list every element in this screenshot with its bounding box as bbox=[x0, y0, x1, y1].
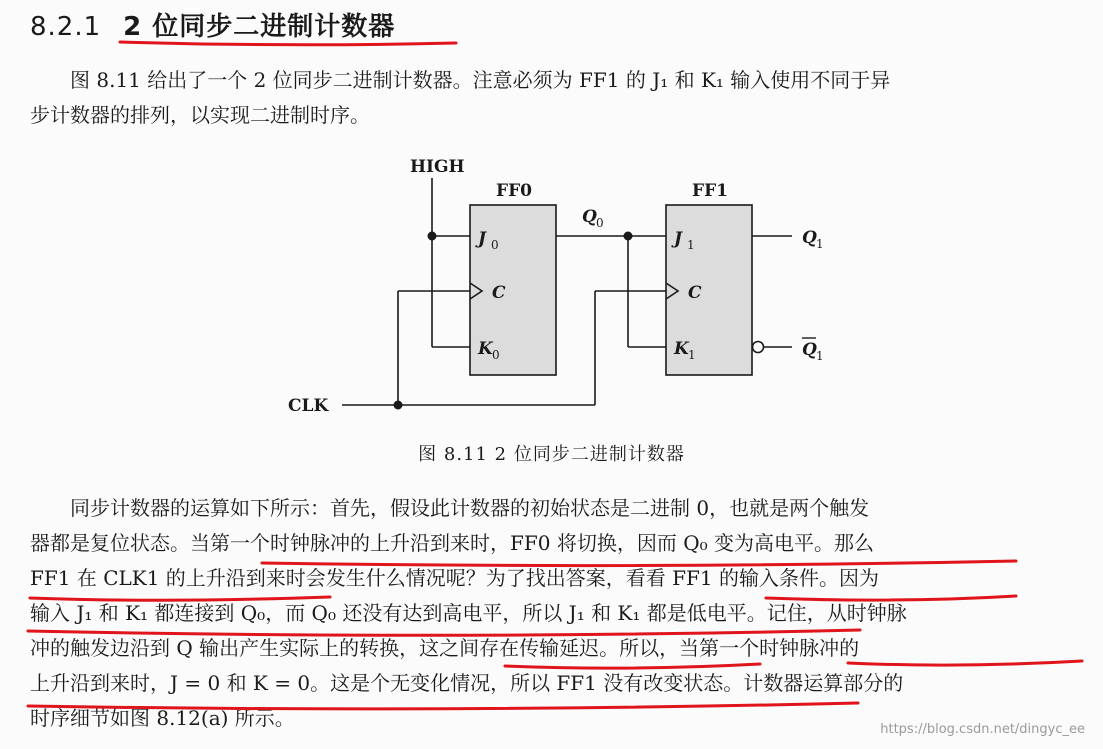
q1-subscript: 1 bbox=[816, 237, 824, 251]
high-label: HIGH bbox=[410, 157, 465, 177]
ff1-c-label: C bbox=[688, 283, 702, 303]
intro-paragraph bbox=[30, 63, 1080, 133]
ff0-k-label: K bbox=[478, 339, 493, 359]
ff1-label: FF1 bbox=[692, 181, 728, 201]
body-line: 冲的触发边沿到 Q 输出产生实际上的转换，这之间存在传输延迟。所以，当第一个时钟脉冲的 bbox=[30, 636, 860, 660]
ff0-k-subscript: 0 bbox=[492, 348, 500, 362]
q1-label: Q bbox=[802, 228, 817, 248]
body-line: 输入 J₁ 和 K₁ 都连接到 Q₀，而 Q₀ 还没有达到高电平，所以 J₁ 和 K₁ 都是低电平。记住，从时钟脉 bbox=[30, 601, 907, 625]
ff0-j-subscript: 0 bbox=[491, 238, 499, 252]
body-line: 器都是复位状态。当第一个时钟脉冲的上升沿到来时，FF0 将切换，因而 Q₀ 变为高电平。那么 bbox=[30, 531, 874, 555]
q1bar-subscript: 1 bbox=[816, 349, 824, 363]
ff0-c-label: C bbox=[492, 283, 506, 303]
body-line: 上升沿到来时，J = 0 和 K = 0。这是个无变化情况，所以 FF1 没有改变状态。计数器运算部分的 bbox=[30, 671, 904, 695]
junction-dot bbox=[428, 232, 437, 241]
junction-dot bbox=[394, 401, 403, 410]
ff1-k-label: K bbox=[674, 339, 689, 359]
ff0-j-label: J bbox=[478, 229, 487, 249]
junction-dot bbox=[624, 232, 633, 241]
body-line: 时序细节如图 8.12(a) 所示。 bbox=[30, 706, 295, 730]
q1bar-label: Q bbox=[802, 340, 817, 360]
counter-circuit-diagram bbox=[270, 150, 830, 425]
ff1-j-subscript: 1 bbox=[687, 238, 695, 252]
clk-label: CLK bbox=[288, 396, 329, 416]
ff1-k-subscript: 1 bbox=[688, 348, 696, 362]
watermark: https://blog.csdn.net/dingyc_ee bbox=[880, 722, 1085, 737]
ff0-label: FF0 bbox=[496, 181, 532, 201]
intro-line: 图 8.11 给出了一个 2 位同步二进制计数器。注意必须为 FF1 的 J₁ 和 K₁ 输入使用不同于异 bbox=[70, 68, 891, 92]
q0-label: Q bbox=[582, 207, 597, 227]
figure-caption: 图 8.11 2 位同步二进制计数器 bbox=[418, 444, 685, 465]
ff1-j-label: J bbox=[674, 229, 683, 249]
section-number: 8.2.1 bbox=[30, 12, 102, 42]
intro-line: 步计数器的排列，以实现二进制时序。 bbox=[30, 103, 370, 127]
body-line: 同步计数器的运算如下所示：首先，假设此计数器的初始状态是二进制 0，也就是两个触发 bbox=[70, 496, 870, 520]
body-paragraph bbox=[30, 491, 1090, 736]
section-heading bbox=[30, 6, 395, 43]
section-title: 2 位同步二进制计数器 bbox=[123, 12, 396, 42]
body-line: FF1 在 CLK1 的上升沿到来时会发生什么情况呢？为了找出答案，看看 FF1 的输入条件。因为 bbox=[30, 566, 879, 590]
q0-subscript: 0 bbox=[596, 216, 604, 230]
q1bar-bubble bbox=[753, 342, 764, 353]
